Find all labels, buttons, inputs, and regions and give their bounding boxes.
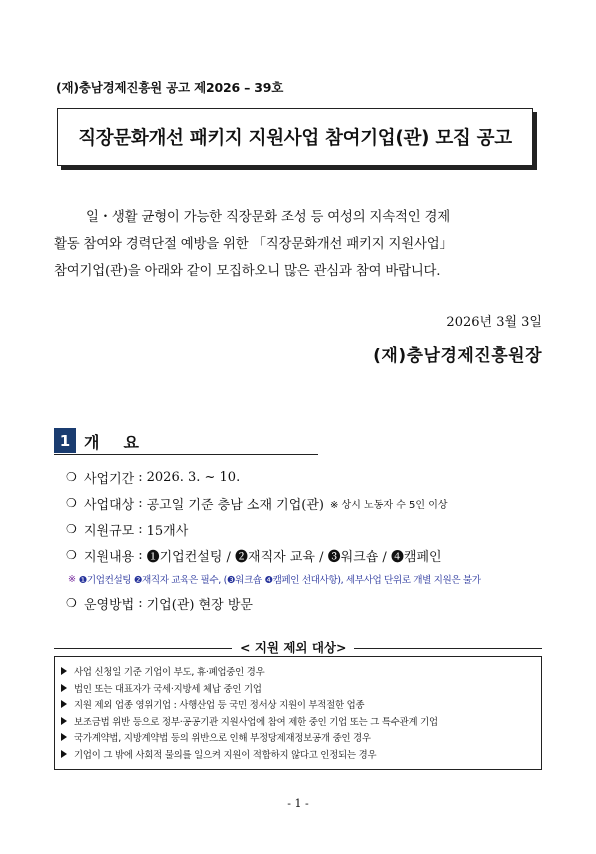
intro-paragraph: [54, 204, 544, 285]
overview-item-period: ❍ 사업기간 : 2026. 3. ~ 10.: [66, 469, 241, 487]
triangle-bullet-icon: [61, 684, 67, 692]
announcement-date: 2026년 3월 3일: [446, 315, 542, 330]
item-label: 사업기간: [84, 471, 135, 487]
exclusion-item: [61, 663, 541, 680]
item-note: ※ 상시 노동자 수 5인 이상: [330, 499, 448, 511]
item-label: 지원규모: [84, 523, 135, 539]
exclusion-text: 지원 제외 업종 영위기업 : 사행산업 등 국민 정서상 지원이 부적절한 업종: [74, 700, 365, 712]
exclusion-title: < 지원 제외 대상>: [232, 638, 354, 656]
exclusion-item: [61, 696, 541, 713]
note-mark: ※: [68, 573, 76, 585]
issuer-name: (재)충남경제진흥원장: [373, 346, 542, 366]
overview-list: [66, 464, 546, 616]
overview-item-target: ❍ 사업대상 : 공고일 기준 충남 소재 기업(관) ※ 상시 노동자 수 5인 이상: [66, 495, 448, 513]
intro-line: 일・생활 균형이 가능한 직장문화 조성 등 여성의 지속적인 경제: [86, 210, 451, 225]
exclusion-text: 사업 신청일 기준 기업이 부도, 휴‧폐업중인 경우: [74, 667, 265, 679]
overview-item-content: ❍ 지원내용 : ❶기업컨설팅 / ❷재직자 교육 / ❸워크숍 / ❹캠페인: [66, 547, 442, 565]
overview-item-scale: ❍ 지원규모 : 15개사: [66, 521, 189, 539]
exclusion-item: [61, 729, 541, 746]
item-value: 공고일 기준 충남 소재 기업(관): [146, 497, 324, 513]
section-number: 1: [54, 428, 76, 453]
announcement-title: 직장문화개선 패키지 지원사업 참여기업(관) 모집 공고: [78, 128, 512, 149]
exclusion-item: [61, 713, 541, 730]
document-number: (재)충남경제진흥원 공고 제2026 – 39호: [56, 80, 284, 95]
circle-bullet-icon: ❍: [66, 496, 77, 510]
intro-line: 활동 참여와 경력단절 예방을 위한 「직장문화개선 패키지 지원사업」: [54, 237, 453, 252]
note-text: ❶기업컨설팅 ❷재직자 교육은 필수, (❸워크숍 ❹캠페인 선대사항), 세부사업 단위로 개별 지원은 불가: [78, 575, 481, 586]
overview-item-method: ❍ 운영방법 : 기업(관) 현장 방문: [66, 595, 253, 613]
item-value: ❶기업컨설팅 / ❷재직자 교육 / ❸워크숍 / ❹캠페인: [146, 549, 442, 565]
announcement-title-box: [57, 108, 533, 166]
exclusion-item: [61, 746, 541, 763]
exclusion-text: 기업이 그 밖에 사회적 물의를 일으켜 지원이 적합하지 않다고 인정되는 경우: [74, 749, 377, 761]
circle-bullet-icon: ❍: [66, 596, 77, 610]
section-heading: [54, 428, 318, 455]
item-label: 사업대상: [84, 497, 135, 513]
item-label: 운영방법: [84, 597, 135, 613]
triangle-bullet-icon: [61, 667, 67, 675]
triangle-bullet-icon: [61, 700, 67, 708]
exclusion-text: 법인 또는 대표자가 국세‧지방세 체납 중인 기업: [74, 683, 262, 695]
item-value: 기업(관) 현장 방문: [146, 597, 253, 613]
exclusion-text: 보조금법 위반 등으로 정부‧공공기관 지원사업에 참여 제한 중인 기업 또는 그 특수관계 기업: [74, 716, 438, 728]
triangle-bullet-icon: [61, 717, 67, 725]
section-title: 개요: [84, 433, 163, 452]
exclusion-box: [54, 656, 542, 770]
circle-bullet-icon: ❍: [66, 470, 77, 484]
item-label: 지원내용: [84, 549, 135, 565]
circle-bullet-icon: ❍: [66, 548, 77, 562]
exclusion-text: 국가계약법, 지방계약법 등의 위반으로 인해 부정당제재정보공개 중인 경우: [74, 733, 371, 745]
triangle-bullet-icon: [61, 733, 67, 741]
triangle-bullet-icon: [61, 750, 67, 758]
item-value: 2026. 3. ~ 10.: [146, 469, 241, 485]
intro-line: 참여기업(관)을 아래와 같이 모집하오니 많은 관심과 참여 바랍니다.: [54, 264, 441, 279]
content-note: [68, 568, 546, 590]
page-number: - 1 -: [287, 797, 309, 810]
item-value: 15개사: [146, 523, 189, 539]
exclusion-item: [61, 680, 541, 697]
circle-bullet-icon: ❍: [66, 522, 77, 536]
